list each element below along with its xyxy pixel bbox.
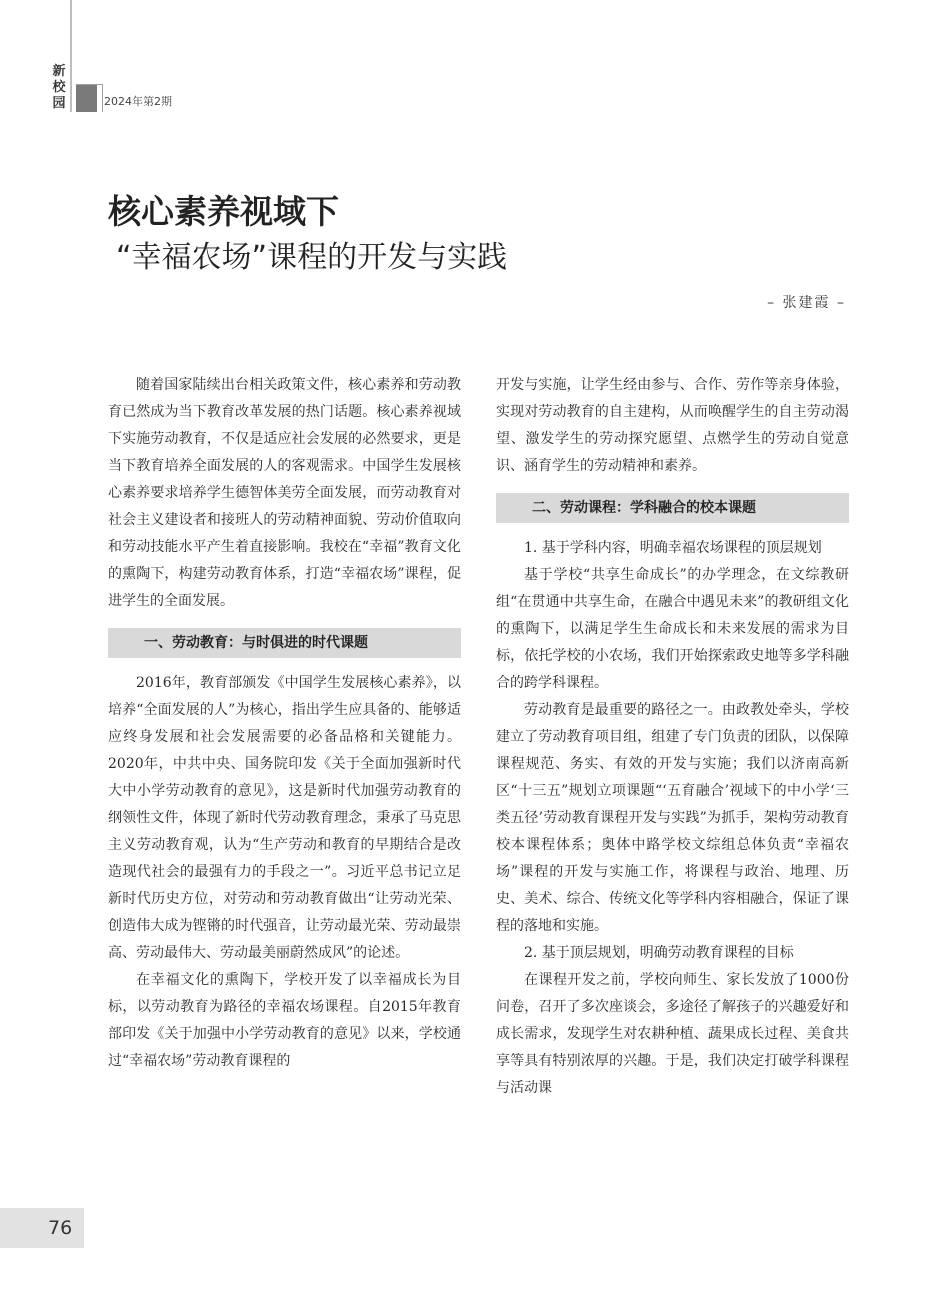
body-paragraph: 在幸福文化的熏陶下，学校开发了以幸福成长为目标，以劳动教育为路径的幸福农场课程。自2015年教育部印发《关于加强中小学劳动教育的意见》以来，学校通过“幸福农场”劳动教育课程的 <box>108 972 461 1069</box>
subheading-1: 1. 基于学科内容，明确幸福农场课程的顶层规划 <box>524 540 822 556</box>
left-column <box>108 372 461 1075</box>
right-column <box>496 372 849 1102</box>
page-number: 76 <box>48 1217 73 1239</box>
issue-label: 2024年第2期 <box>104 95 172 108</box>
body-paragraph: 2016年，教育部颁发《中国学生发展核心素养》，以培养“全面发展的人”为核心，指出学生应具备的、能够适应终身发展和社会发展需要的必备品格和关键能力。2020年，中共中央、国务院印发《关于全面加强新时代大中小学劳动教育的意见》，这是新时代加强劳动教育的纲领性文件，体现了新时代劳动教育理念，秉承了马克思主义劳动教育观，认为“生产劳动和教育的早期结合是改造现代社会的最强有力的手段之一”。习近平总书记立足新时代历史方位，对劳动和劳动教育做出“让劳动光荣、创造伟大成为铿锵的时代强音，让劳动最光荣、劳动最崇高、劳动最伟大、劳动最美丽蔚然成风”的论述。 <box>108 675 461 961</box>
issue-marker-frame <box>76 84 103 112</box>
section-heading-2: 二、劳动课程：学科融合的校本课题 <box>496 493 849 523</box>
body-paragraph: 劳动教育是最重要的路径之一。由政教处牵头，学校建立了劳动教育项目组，组建了专门负责的团队，以保障课程规范、务实、有效的开发与实施；我们以济南高新区“十三五”规划立项课题“‘五育融合’视域下的中小学‘三类五径’劳动教育课程开发与实践”为抓手，架构劳动教育校本课程体系；奥体中路学校文综组总体负责“幸福农场”课程的开发与实施工作，将课程与政治、地理、历史、美术、综合、传统文化等学科内容相融合，保证了课程的落地和实施。 <box>496 702 849 934</box>
author-byline: – 张建霞 – <box>767 295 846 311</box>
column-label: 新校园 <box>52 64 66 111</box>
section-heading-1: 一、劳动教育：与时俱进的时代课题 <box>108 628 461 658</box>
header-rule <box>70 0 72 112</box>
subheading-2: 2. 基于顶层规划，明确劳动教育课程的目标 <box>524 945 794 961</box>
intro-paragraph: 随着国家陆续出台相关政策文件，核心素养和劳动教育已然成为当下教育改革发展的热门话题。核心素养视域下实施劳动教育，不仅是适应社会发展的必然要求，更是当下教育培养全面发展的人的客观需求。中国学生发展核心素养要求培养学生德智体美劳全面发展，而劳动教育对社会主义建设者和接班人的劳动精神面貌、劳动价值取向和劳动技能水平产生着直接影响。我校在“幸福”教育文化的熏陶下，构建劳动教育体系，打造“幸福农场”课程，促进学生的全面发展。 <box>108 377 461 609</box>
body-paragraph: 基于学校“共享生命成长”的办学理念，在文综教研组“在贯通中共享生命，在融合中遇见未来”的教研组文化的熏陶下，以满足学生生命成长和未来发展的需求为目标，依托学校的小农场，我们开始探索政史地等多学科融合的跨学科课程。 <box>496 567 849 691</box>
article-title-line2: “幸福农场”课程的开发与实践 <box>116 240 508 275</box>
article-title-line1: 核心素养视域下 <box>108 192 339 231</box>
continuation-paragraph: 开发与实施，让学生经由参与、合作、劳作等亲身体验，实现对劳动教育的自主建构，从而唤醒学生的自主劳动渴望、激发学生的劳动探究愿望、点燃学生的劳动自觉意识、涵育学生的劳动精神和素养。 <box>496 377 849 474</box>
body-paragraph: 在课程开发之前，学校向师生、家长发放了1000份问卷，召开了多次座谈会，多途径了解孩子的兴趣爱好和成长需求，发现学生对农耕种植、蔬果成长过程、美食共享等具有特别浓厚的兴趣。于是，我们决定打破学科课程与活动课 <box>496 972 849 1096</box>
